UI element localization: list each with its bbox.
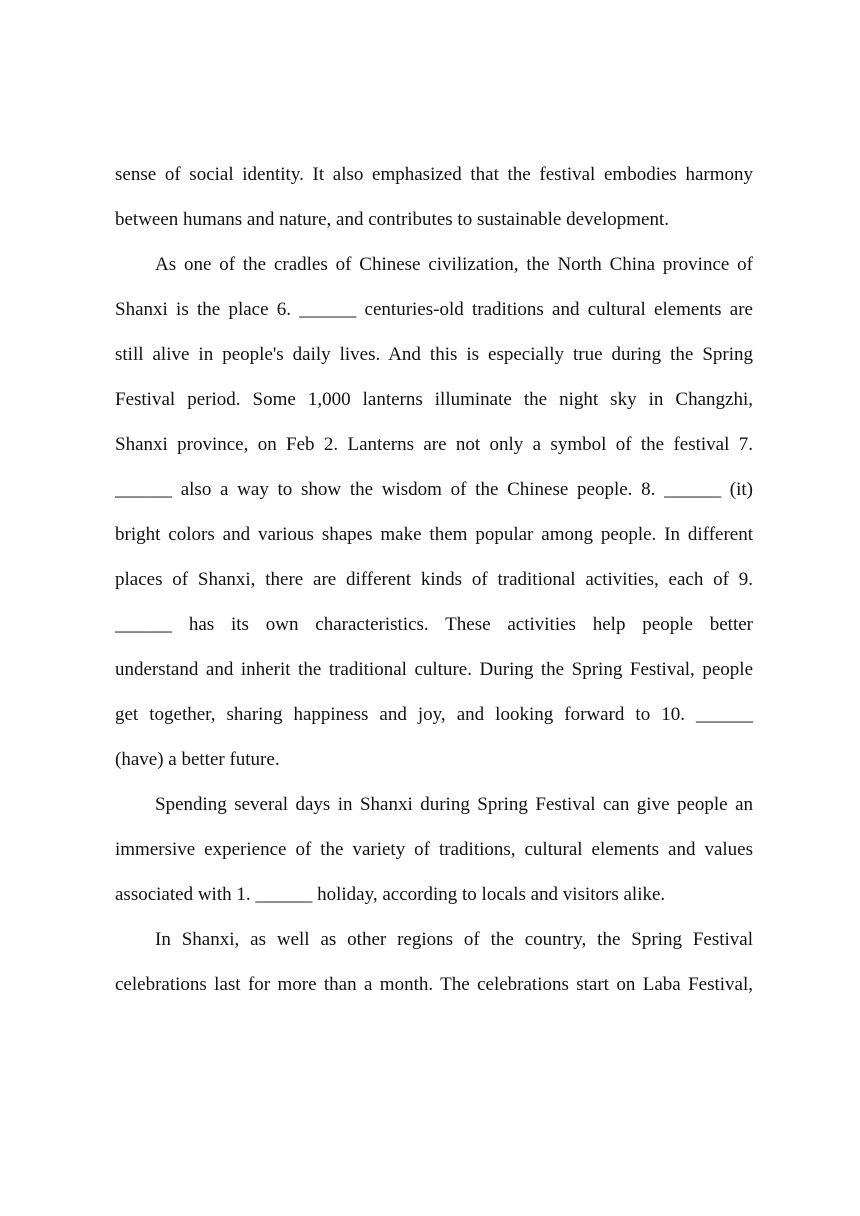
paragraph-first-line: As one of the cradles of Chinese civilization, the North China province of xyxy=(155,254,753,275)
paragraph-first-line: Spending several days in Shanxi during Spring Festival can give people an xyxy=(155,794,753,815)
text-line: understand and inherit the traditional culture. During the Spring Festival, people xyxy=(115,659,753,680)
text-line: bright colors and various shapes make them popular among people. In different xyxy=(115,524,753,545)
paragraph-first-line: In Shanxi, as well as other regions of the country, the Spring Festival xyxy=(155,929,753,950)
text-line: associated with 1. ______ holiday, according to locals and visitors alike. xyxy=(115,884,666,905)
text-line: Shanxi province, on Feb 2. Lanterns are not only a symbol of the festival 7. xyxy=(115,434,753,455)
text-line: ______ has its own characteristics. These activities help people better xyxy=(115,614,753,635)
text-line: between humans and nature, and contributes to sustainable development. xyxy=(115,209,670,230)
text-line: (have) a better future. xyxy=(115,749,280,770)
text-line: get together, sharing happiness and joy, and looking forward to 10. ______ xyxy=(115,704,753,725)
text-line: ______ also a way to show the wisdom of the Chinese people. 8. ______ (it) xyxy=(115,479,753,500)
text-line: celebrations last for more than a month. The celebrations start on Laba Festival, xyxy=(115,974,753,995)
text-line: places of Shanxi, there are different kinds of traditional activities, each of 9. xyxy=(115,569,753,590)
text-line: Shanxi is the place 6. ______ centuries-old traditions and cultural elements are xyxy=(115,299,753,320)
text-line: sense of social identity. It also emphasized that the festival embodies harmony xyxy=(115,164,753,185)
text-line: immersive experience of the variety of traditions, cultural elements and values xyxy=(115,839,753,860)
text-line: Festival period. Some 1,000 lanterns illuminate the night sky in Changzhi, xyxy=(115,389,753,410)
text-line: still alive in people's daily lives. And this is especially true during the Spring xyxy=(115,344,753,365)
